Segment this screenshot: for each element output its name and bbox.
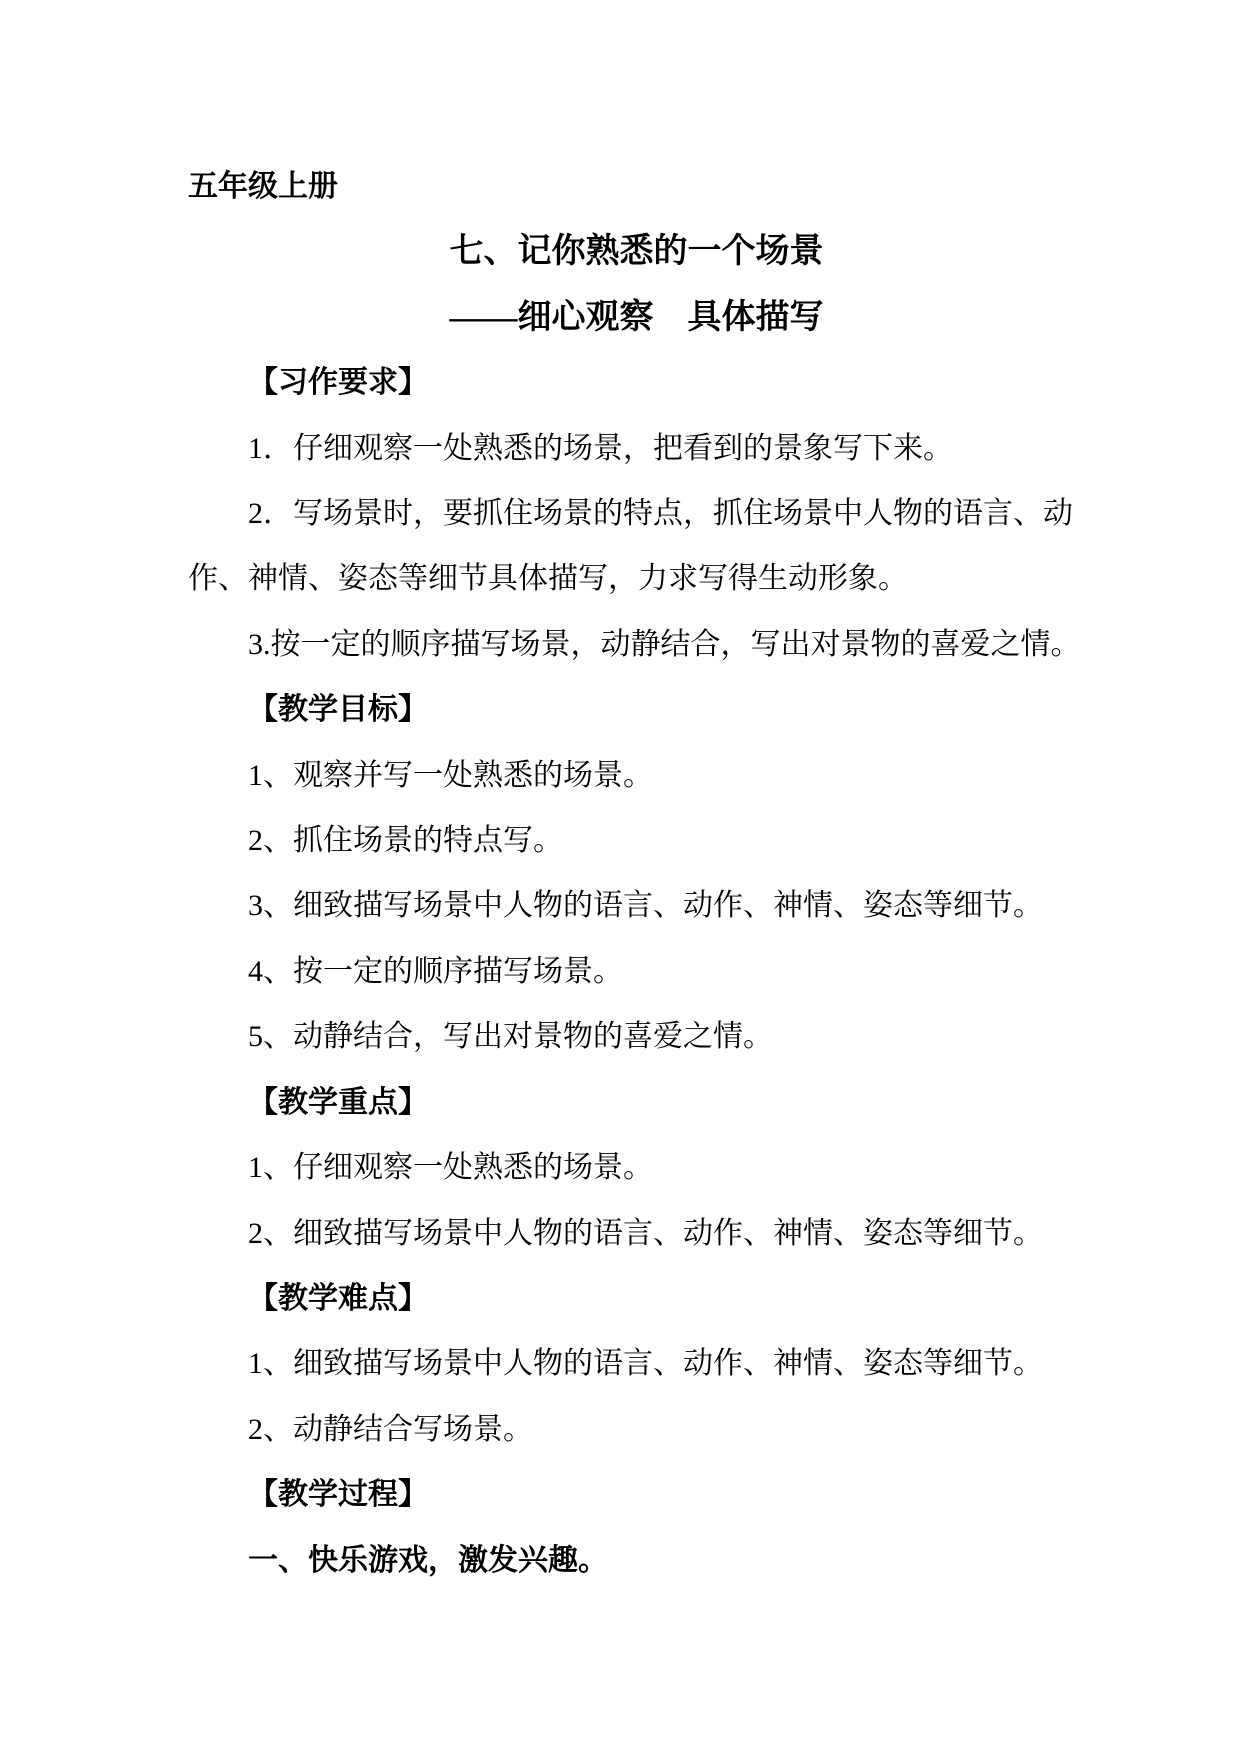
objective-item-3: 3、细致描写场景中人物的语言、动作、神情、姿态等细节。 [248,889,1043,923]
section-heading-teaching-difficulties: 【教学难点】 [248,1281,428,1315]
section-heading-teaching-key-points: 【教学重点】 [248,1085,428,1119]
objective-item-2: 2、抓住场景的特点写。 [248,824,563,858]
objective-item-1: 1、观察并写一处熟悉的场景。 [248,758,653,792]
document-title: 七、记你熟悉的一个场景 [449,233,824,271]
objective-item-4: 4、按一定的顺序描写场景。 [248,954,623,988]
key-point-item-2: 2、细致描写场景中人物的语言、动作、神情、姿态等细节。 [248,1216,1043,1250]
requirement-item-1: 1．仔细观察一处熟悉的场景，把看到的景象写下来。 [248,431,953,465]
section-heading-writing-requirements: 【习作要求】 [248,366,428,400]
requirement-item-2: 2．写场景时，要抓住场景的特点，抓住场景中人物的语言、动 [248,497,1073,531]
objective-item-5: 5、动静结合，写出对景物的喜爱之情。 [248,1020,773,1054]
section-heading-teaching-objectives: 【教学目标】 [248,693,428,727]
key-point-item-1: 1、仔细观察一处熟悉的场景。 [248,1151,653,1185]
requirement-item-3: 3.按一定的顺序描写场景，动静结合，写出对景物的喜爱之情。 [248,627,1081,661]
difficulty-item-2: 2、动静结合写场景。 [248,1412,533,1446]
document-subtitle: ——细心观察 具体描写 [449,298,824,336]
requirement-item-2-continued: 作、神情、姿态等细节具体描写，力求写得生动形象。 [188,562,908,596]
section-heading-teaching-process: 【教学过程】 [248,1478,428,1512]
difficulty-item-1: 1、细致描写场景中人物的语言、动作、神情、姿态等细节。 [248,1347,1043,1381]
volume-header: 五年级上册 [188,170,338,203]
process-step-1: 一、快乐游戏，激发兴趣。 [248,1543,608,1577]
